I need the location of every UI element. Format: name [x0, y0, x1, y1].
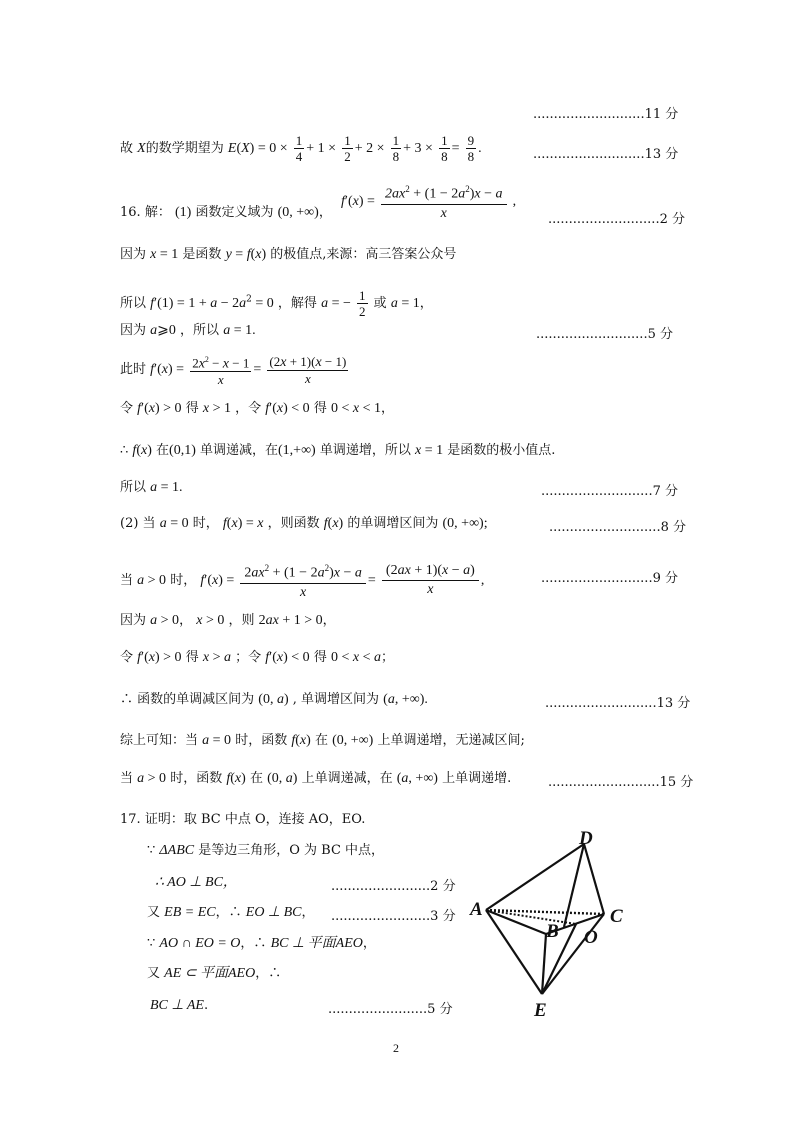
text: AEO [228, 966, 256, 981]
page-number: 2 [393, 1041, 399, 1055]
sign-line: 令 f′(x) > 0 得 x > 1 ，令 f′(x) < 0 得 0 < x < 1， [120, 401, 395, 416]
text: 上单调递增，无递减区间; [377, 733, 525, 748]
solve-line: 所以 $f'(1) = 1 + a - 2a^2 = 0$ ，解得 a = − $\frac{1}{2}$ 或 a = 1， [120, 288, 433, 319]
text: 得 [185, 401, 199, 416]
text: ，令 [235, 401, 262, 416]
text: 或 [373, 296, 387, 311]
score-13b: ...........................13 分 [545, 696, 691, 711]
text: 上单调递减，在 [301, 771, 393, 786]
text: ，∴ [255, 966, 282, 981]
summary-line-1: 综上可知：当 a = 0 时，函数 f(x) 在 (0, +∞) 上单调递增，无递减区间; [120, 733, 525, 748]
text: 又 [147, 905, 161, 920]
a-ge-line: 因为 a⩾0 ，所以 a = 1. [120, 323, 256, 338]
text: 证明：取 BC 中点 O，连接 AO，EO. [144, 812, 366, 827]
text: ∵ [147, 843, 156, 858]
label-A: A [470, 899, 483, 920]
text: EB = EC [164, 905, 216, 920]
part2-line: (2) 当 a = 0 时， f(x) = x ，则函数 f(x) 的单调增区间为 (0, +∞); [120, 516, 488, 531]
text: (2) 当 [120, 516, 156, 531]
text: ∴ 函数的单调减区间为 [120, 692, 255, 707]
tetrahedron-figure [466, 822, 646, 1022]
q17-l2 [155, 875, 237, 891]
text: 时，函数 [170, 771, 223, 786]
text: EO ⊥ BC [245, 905, 302, 920]
extreme-line: 因为 x = 1 是函数 y = f(x) 的极值点,来源：高三答案公众号 [120, 247, 457, 262]
q17-l4: ∵ AO ∩ EO = O，∴ BC ⊥ 平面AEO， [147, 936, 376, 951]
text: 函数定义域为 [195, 205, 274, 220]
text: 的极值点,来源：高三答案公众号 [270, 247, 457, 262]
at-this-line: 此时 f′(x) = $\frac{2x^2 - x - 1}{x}$ = $\frac{(2x + 1)(x - 1)}{x}$ [120, 353, 347, 388]
text: AEO [335, 936, 363, 951]
text: 因为 [120, 323, 147, 338]
text: ，解得 [277, 296, 317, 311]
q-number: 16. [120, 205, 141, 220]
text: 又 [147, 966, 161, 981]
text: 因为 [120, 247, 147, 262]
text: ，∴ [240, 936, 267, 951]
part: (1) [174, 205, 192, 220]
text: 故 [120, 141, 134, 156]
q17-intro [120, 812, 365, 828]
text: AO ∩ EO = O [159, 936, 241, 951]
text: ∴ [120, 443, 129, 458]
text: AE ⊂ 平面 [164, 966, 228, 981]
derivative-def: f′(x) = $\frac{2ax^2 + (1 - 2a^2)x - a}{x}$ , [341, 184, 517, 221]
text: ，所以 [180, 323, 220, 338]
so-a1-line: 所以 a = 1. [120, 480, 183, 495]
text: , 单调增区间为 [292, 692, 380, 707]
score-p2: ........................2 分 [331, 879, 456, 894]
text: 的数学期望为 [145, 141, 224, 156]
text: 得 [313, 401, 327, 416]
text: 令 [120, 650, 134, 665]
a-pos-line: 当 a > 0 时， f′(x) = $\frac{2ax^2 + (1 - 2a^2)x - a}{x}$ = $\frac{(2ax + 1)(x - a)}{x}$ , [120, 562, 485, 600]
text: 在 [314, 733, 328, 748]
q16-header: 16. 解： (1) 函数定义域为 (0, +∞)， [120, 205, 332, 220]
score-2: ...........................2 分 [548, 212, 685, 227]
text: 时，函数 [235, 733, 288, 748]
figure-svg [466, 822, 646, 1022]
text: 时， [192, 516, 219, 531]
let3-line: 令 f′(x) > 0 得 x > a ；令 f′(x) < 0 得 0 < x < a； [120, 650, 395, 665]
score-5: ...........................5 分 [536, 327, 673, 342]
text: 的单调增区间为 [347, 516, 439, 531]
score-15: ...........................15 分 [548, 775, 694, 790]
label-C: C [610, 906, 623, 927]
label: 解： [144, 205, 171, 220]
text: 此时 [120, 362, 147, 378]
edge-DC [584, 844, 604, 914]
text: 令 [120, 401, 134, 416]
edge-AE [486, 910, 542, 994]
expectation-line: 故 X的数学期望为 E(X) = 0 × $\frac{1}{4}$ + 1 × $\frac{1}{2}$ + 2 × $\frac{1}{8}$ + 3 × $\frac{1}{8}$ = $\frac{9}{8}$ . [120, 133, 482, 164]
mono-line: ∴ f(x) 在(0,1) 单调递减，在(1,+∞) 单调递增，所以 x = 1 是函数的极小值点. [120, 443, 556, 458]
text: BC ⊥ 平面 [270, 936, 336, 951]
score-11: ...........................11 分 [533, 107, 679, 122]
q17-l1 [147, 843, 384, 859]
text: 在 [156, 443, 170, 458]
score-7: ...........................7 分 [541, 484, 678, 499]
text: 在 [249, 771, 263, 786]
q-number: 17. [120, 812, 141, 827]
text: ，∴ [215, 905, 242, 920]
text: 单调递增，所以 [319, 443, 411, 458]
score-9: ...........................9 分 [541, 571, 678, 586]
text: BC ⊥ AE [150, 998, 204, 1013]
text: 得 [313, 650, 327, 665]
text: 所以 [120, 296, 147, 311]
text: 上单调递增. [442, 771, 512, 786]
text: 因为 [120, 613, 147, 628]
text: 单调递减，在 [200, 443, 279, 458]
label-D: D [579, 828, 593, 849]
edge-AD [486, 844, 584, 910]
q17-l6: BC ⊥ AE. [150, 998, 209, 1013]
text: 当 [120, 771, 134, 786]
score-13a: ...........................13 分 [533, 147, 679, 162]
text: ；令 [235, 650, 262, 665]
label-B: B [546, 921, 559, 942]
conc-line: ∴ 函数的单调减区间为 (0, a) , 单调增区间为 (a, +∞). [120, 692, 428, 707]
because3-line: 因为 a > 0， x > 0 ，则 2ax + 1 > 0， [120, 613, 336, 628]
var: X [137, 141, 146, 156]
text: 是函数 [182, 247, 222, 262]
text: ，则 [228, 613, 255, 628]
score-p5: ........................5 分 [328, 1002, 453, 1017]
score-8: ...........................8 分 [549, 520, 686, 535]
text: ∵ [147, 936, 156, 951]
label-E: E [534, 1000, 547, 1021]
score-p3: ........................3 分 [331, 909, 456, 924]
text: ，则函数 [267, 516, 320, 531]
text: 当 [120, 572, 134, 588]
label-O: O [584, 927, 598, 948]
text: 是等边三角形，O 为 BC 中点， [198, 843, 385, 858]
q17-l3: 又 EB = EC，∴ EO ⊥ BC， [147, 905, 315, 920]
text: 时， [170, 572, 197, 588]
text: 得 [185, 650, 199, 665]
text: ∴ AO ⊥ BC， [155, 875, 237, 890]
summary-line-2: 当 a > 0 时，函数 f(x) 在 (0, a) 上单调递减，在 (a, +∞) 上单调递增. [120, 771, 512, 786]
text: ΔABC [159, 843, 195, 858]
q17-l5 [147, 966, 281, 982]
text: 是函数的极小值点. [447, 443, 556, 458]
text: 所以 [120, 480, 147, 495]
text: 综上可知：当 [120, 733, 199, 748]
